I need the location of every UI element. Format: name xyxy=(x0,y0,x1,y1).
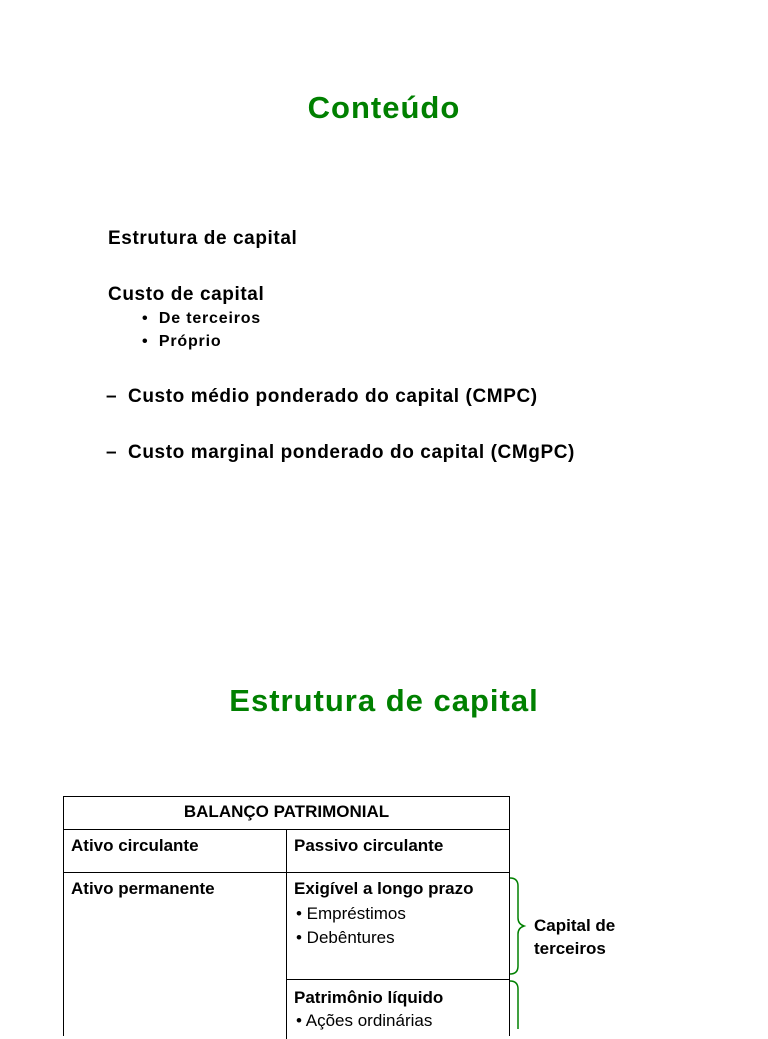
table-border xyxy=(63,796,64,1036)
table-header: BALANÇO PATRIMONIAL xyxy=(183,802,390,821)
label-line: terceiros xyxy=(534,939,606,958)
dash-icon: – xyxy=(106,442,118,463)
list-item: Custo de capital xyxy=(108,284,265,305)
page-title: Conteúdo xyxy=(307,90,461,125)
table-cell: Passivo circulante xyxy=(294,836,444,855)
bullet-icon: • xyxy=(142,310,159,327)
sub-list-item xyxy=(142,333,221,351)
dash-list-item-label: Custo marginal ponderado do capital (CMgPC) xyxy=(128,442,575,463)
table-cell-item: • Empréstimos xyxy=(296,904,406,923)
dash-list-item-label: Custo médio ponderado do capital (CMPC) xyxy=(128,386,538,407)
dash-list-item xyxy=(106,442,575,464)
section-title: Estrutura de capital xyxy=(229,683,539,718)
table-cell: Exigível a longo prazo xyxy=(294,879,474,898)
capital-de-terceiros-label xyxy=(534,914,615,960)
table-cell: Ativo circulante xyxy=(71,836,199,855)
table-border xyxy=(286,829,287,1039)
table-border xyxy=(63,796,510,797)
table-border xyxy=(286,979,510,980)
label-line: Capital de xyxy=(534,916,616,935)
table-cell-item: • Ações ordinárias xyxy=(296,1011,433,1030)
bullet-icon: • xyxy=(142,333,159,350)
list-item: Estrutura de capital xyxy=(108,228,298,249)
dash-icon: – xyxy=(106,386,118,407)
sub-list-item-label: Próprio xyxy=(158,333,222,350)
table-cell: Ativo permanente xyxy=(71,879,215,898)
sub-list-item xyxy=(142,310,261,328)
brace-icon xyxy=(508,876,532,976)
brace-icon xyxy=(508,979,532,1029)
dash-list-item xyxy=(106,386,538,408)
sub-list-item-label: De terceiros xyxy=(158,310,261,327)
table-cell-item: • Debêntures xyxy=(296,928,395,947)
table-cell: Patrimônio líquido xyxy=(294,988,444,1007)
